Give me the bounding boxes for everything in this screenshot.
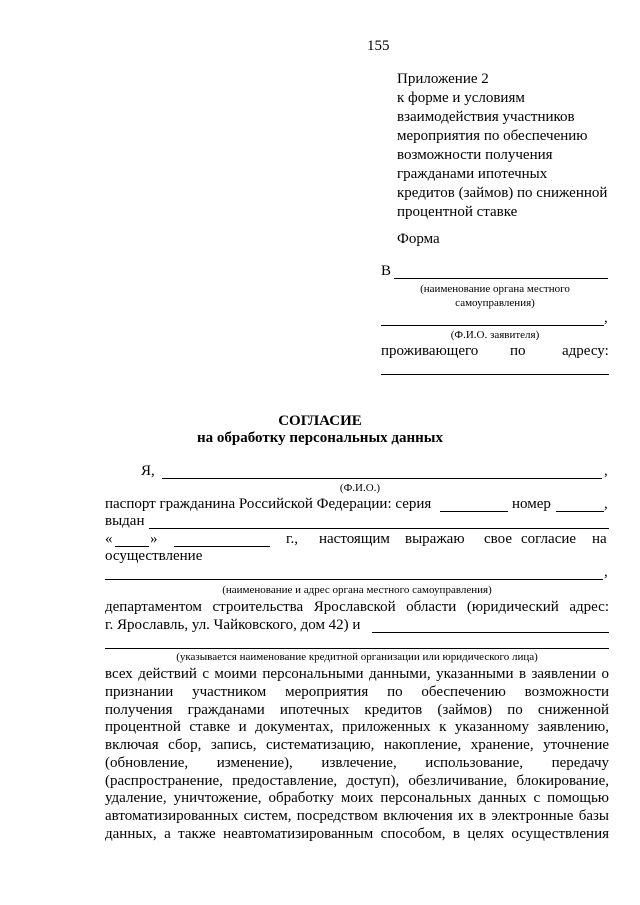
document-title: СОГЛАСИЕ <box>278 413 362 429</box>
fio-input-line <box>162 478 602 479</box>
org-caption: самоуправления) <box>455 297 535 309</box>
passport-number-line <box>556 511 604 512</box>
date-close-quote: » <box>150 531 158 547</box>
appendix-line: Приложение 2 <box>397 71 489 87</box>
passport-series-line <box>440 511 508 512</box>
org-comma: , <box>604 564 608 580</box>
page-number: 155 <box>367 38 390 54</box>
paragraph-line: включая сбор, запись, систематизацию, накопление, хранение, уточнение <box>105 737 609 753</box>
paragraph-line: процентной ставке и документах, приложенных к указанному заявлению, <box>105 719 609 735</box>
paragraph-line: (распространение, предоставление, доступ), обезличивание, блокирование, <box>105 773 609 789</box>
dept-line: г. Ярославль, ул. Чайковского, дом 42) и <box>105 617 361 633</box>
org-input-line <box>105 579 603 580</box>
document-subtitle: на обработку персональных данных <box>197 430 443 446</box>
appendix-line: процентной ставке <box>397 204 518 220</box>
credit-org-line-2 <box>105 648 609 649</box>
form-label: Форма <box>397 231 440 247</box>
fio-blank-line <box>381 325 604 326</box>
residing-word: адресу: <box>562 343 609 359</box>
appendix-line: гражданами ипотечных <box>397 166 548 182</box>
appendix-line: возможности получения <box>397 147 553 163</box>
date-tail-word: выражаю <box>405 531 465 547</box>
implementation-word: осуществление <box>105 548 203 564</box>
date-tail-word: настоящим <box>319 531 390 547</box>
date-tail-word: свое <box>484 531 512 547</box>
residing-word: проживающего <box>381 343 479 359</box>
paragraph-line: (обновление, изменение), извлечение, использование, передачу <box>105 755 609 771</box>
passport-text: паспорт гражданина Российской Федерации: серия <box>105 496 432 512</box>
org-caption: (наименование органа местного <box>420 283 570 295</box>
fio-comma: , <box>604 463 608 479</box>
addressee-to: В <box>381 263 392 279</box>
appendix-line: взаимодействия участников <box>397 109 575 125</box>
appendix-line: кредитов (займов) по сниженной <box>397 185 608 201</box>
org-blank-line <box>394 278 608 279</box>
paragraph-line: признании участником мероприятия по обеспечению возможности <box>105 684 609 700</box>
credit-org-line-1 <box>372 632 609 633</box>
appendix-line: к форме и условиям <box>397 90 525 106</box>
fio-comma: , <box>604 310 608 326</box>
paragraph-line: получения гражданами ипотечных кредитов (займов) по сниженной <box>105 702 609 718</box>
issued-line <box>149 528 609 529</box>
date-open-quote: « <box>105 531 113 547</box>
date-tail-word: на <box>592 531 607 547</box>
date-month-line <box>174 546 270 547</box>
paragraph-line: данных, а также неавтоматизированным способом, в целях осуществления <box>105 826 609 842</box>
appendix-line: мероприятия по обеспечению <box>397 128 588 144</box>
issued-label: выдан <box>105 513 145 529</box>
dept-line: департаментом строительства Ярославской области (юридический адрес: <box>105 599 609 615</box>
date-tail-word: г., <box>286 531 298 547</box>
date-day-line <box>115 546 149 547</box>
paragraph-line: всех действий с моими персональными данными, указанными в заявлении о <box>105 666 609 682</box>
paragraph-line: удаление, уничтожение, обработку моих персональных данных с помощью <box>105 790 609 806</box>
org-caption: (наименование и адрес органа местного самоуправления) <box>222 584 492 596</box>
fio-caption: (Ф.И.О.) <box>339 482 381 494</box>
date-tail-word: согласие <box>521 531 577 547</box>
address-blank-line <box>381 374 609 375</box>
passport-number-label: номер <box>512 496 551 512</box>
credit-caption: (указывается наименование кредитной организации или юридического лица) <box>176 651 538 663</box>
fio-caption: (Ф.И.О. заявителя) <box>450 329 540 341</box>
passport-comma: , <box>604 496 608 512</box>
residing-word: по <box>510 343 526 359</box>
paragraph-line: автоматизированных систем, посредством включения их в электронные базы <box>105 808 609 824</box>
i-prefix: Я, <box>141 463 155 479</box>
